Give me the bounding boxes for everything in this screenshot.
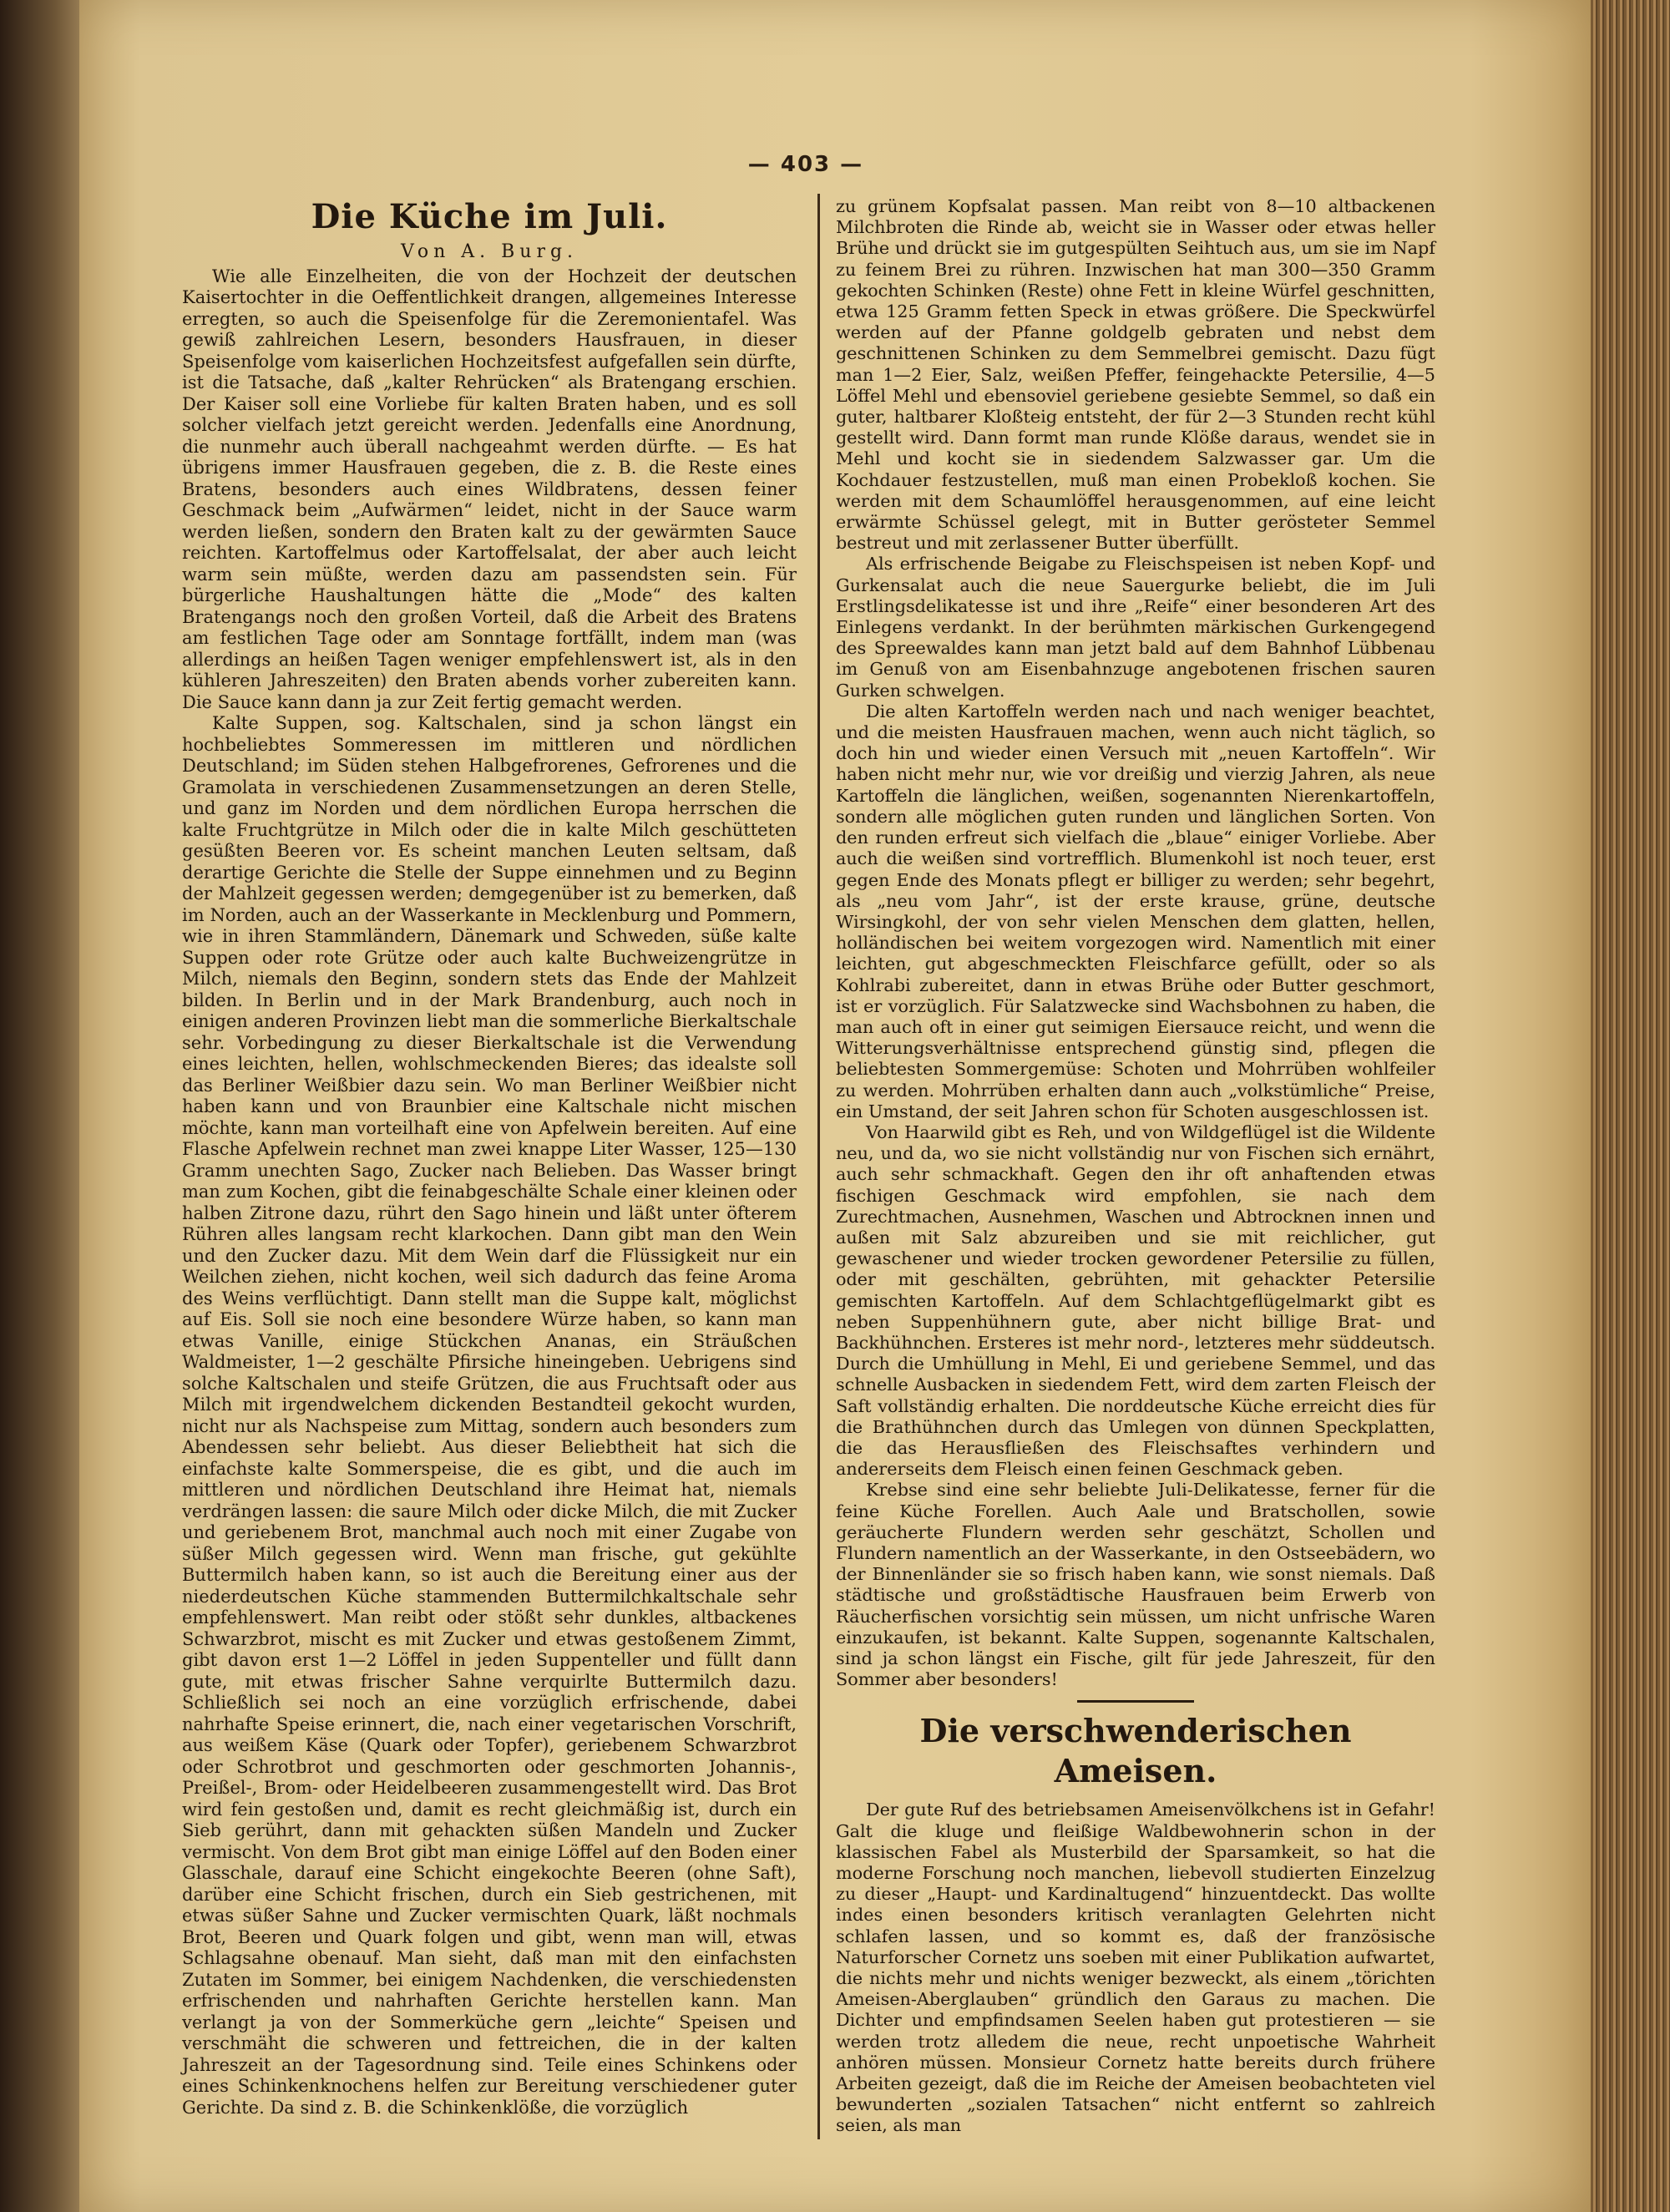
article-paragraph: Krebse sind eine sehr beliebte Juli-Delikatesse, ferner für die feine Küche Forellen. Auch Aale und Bratschollen, sowie geräucherte Flundern werden sehr geschätzt, Schollen und Flundern namentlich an der Wasserkante, in den Ostseebädern, wo der Binnenländer sie so frisch haben kann, wie sonst niemals. Daß städtische und großstädtische Hausfrauen beim Erwerb von Räucherfischen vorsichtig sein müssen, um nicht unfrische Waren einzukaufen, ist bekannt. Kalte Suppen, sogenannte Kaltschalen, sind ja schon längst ein Fische, gilt für jede Jahreszeit, für den Sommer aber besonders! <box>836 1480 1435 1690</box>
article-separator <box>1077 1700 1194 1703</box>
article-paragraph: Die alten Kartoffeln werden nach und nach weniger beachtet, und die meisten Hausfrauen machen, wenn auch nicht täglich, so doch hin und wieder einen Versuch mit „neuen Kartoffeln“. Wir haben nicht mehr nur, wie vor dreißig und vierzig Jahren, als neue Kartoffeln die länglichen, weißen, sogenannten Nierenkartoffeln, sondern alle möglichen guten runden und länglichen Sorten. Von den runden erfreut sich vielfach die „blaue“ einiger Vorliebe. Aber auch die weißen sind vortrefflich. Blumenkohl ist noch teuer, erst gegen Ende des Monats pflegt er billiger zu werden; sehr begehrt, als „neu vom Jahr“, ist der erste krause, grüne, deutsche Wirsingkohl, der von sehr vielen Menschen dem glatten, hellen, holländischen bei weitem vorgezogen wird. Namentlich mit einer leichten, gut abgeschmeckten Fleischfarce gefüllt, oder so als Kohlrabi zubereitet, dann in etwas Brühe oder Butter geschmort, ist er vorzüglich. Für Salatzwecke sind Wachsbohnen zu haben, die man auch oft in einer gut seimigen Eiersauce reicht, und wenn die Witterungsverhältnisse entsprechend günstig sind, pflegen die beliebtesten Sommergemüse: Schoten und Mohrrüben wohlfeiler zu werden. Mohrrüben erhalten dann auch „volkstümliche“ Preise, ein Umstand, der seit Jahren schon für Schoten ausgeschlossen ist. <box>836 701 1435 1121</box>
article-paragraph: Kalte Suppen, sog. Kaltschalen, sind ja schon längst ein hochbeliebtes Sommeressen im mittleren und nördlichen Deutschland; im Süden stehen Halbgefrorenes, Gefrorenes und die Gramolata in verschiedenen Zusammensetzungen an deren Stelle, und ganz im Norden und dem nördlichen Europa herrschen die kalte Fruchtgrütze in Milch oder die in kalte Milch geschütteten gesüßten Beeren vor. Es scheint manchen Leuten seltsam, daß derartige Gerichte die Stelle der Suppe einnehmen und zu Beginn der Mahlzeit gegessen werden; demgegenüber ist zu bemerken, daß im Norden, auch an der Wasserkante in Mecklenburg und Pommern, wie in ihren Stammländern, Dänemark und Schweden, süße kalte Suppen oder rote Grütze oder auch kalte Buchweizengrütze in Milch, niemals den Beginn, sondern stets das Ende der Mahlzeit bilden. In Berlin und in der Mark Brandenburg, auch noch in einigen anderen Provinzen liebt man die sommerliche Bierkaltschale sehr. Vorbedingung zu dieser Bierkaltschale ist die Verwendung eines leichten, hellen, wohlschmeckenden Bieres; das idealste soll das Berliner Weißbier dazu sein. Wo man Berliner Weißbier nicht haben kann und von Braunbier eine Kaltschale nicht mischen möchte, kann man vorteilhaft eine von Apfelwein bereiten. Auf eine Flasche Apfelwein rechnet man zwei knappe Liter Wasser, 125—130 Gramm unechten Sago, Zucker nach Belieben. Das Wasser bringt man zum Kochen, gibt die feinabgeschälte Schale einer kleinen oder halben Zitrone dazu, rührt den Sago hinein und läßt unter öfterem Rühren alles langsam recht klarkochen. Dann gibt man den Wein und den Zucker dazu. Mit dem Wein darf die Flüssigkeit nur ein Weilchen ziehen, nicht kochen, weil sich dadurch das feine Aroma des Weins verflüchtigt. Dann stellt man die Suppe kalt, möglichst auf Eis. Soll sie noch eine besondere Würze haben, so kann man etwas Vanille, einige Stückchen Ananas, ein Sträußchen Waldmeister, 1—2 geschälte Pfirsiche hineingeben. Uebrigens sind solche Kaltschalen und steife Grützen, die aus Fruchtsaft oder aus Milch mit irgendwelchem dickenden Bestandteil gekocht wurden, nicht nur als Nachspeise zum Mittag, sondern auch besonders zum Abendessen sehr beliebt. Aus dieser Beliebtheit hat sich die einfachste kalte Sommerspeise, die es gibt, und die auch im mittleren und nördlichen Deutschland ihre Heimat hat, niemals verdrängen lassen: die saure Milch oder dicke Milch, die mit Zucker und geriebenem Brot, manchmal auch noch mit einer Zugabe von süßer Milch gegessen wird. Wenn man frische, gut gekühlte Buttermilch haben kann, so ist auch die Bereitung einer aus der niederdeutschen Küche stammenden Buttermilchkaltschale sehr empfehlenswert. Man reibt oder stößt sehr dunkles, altbackenes Schwarzbrot, mischt es mit Zucker und etwas gestoßenem Zimmt, gibt davon erst 1—2 Löffel in jeden Suppenteller und füllt dann gute, mit etwas frischer Sahne verquirlte Buttermilch dazu. Schließlich sei noch an eine vorzüglich erfrischende, dabei nahrhafte Speise erinnert, die, nach einer vegetarischen Vorschrift, aus weißem Käse (Quark oder Topfer), geriebenem Schwarzbrot oder Schrotbrot und geschmorten oder geschmorten Johannis-, Preißel-, Brom- oder Heidelbeeren zusammengestellt wird. Das Brot wird fein gestoßen und, damit es recht gleichmäßig ist, durch ein Sieb gerührt, dann mit gehackten süßen Mandeln und Zucker vermischt. Von dem Brot gibt man einige Löffel auf den Boden einer Glasschale, darauf eine Schicht eingekochte Beeren (ohne Saft), darüber eine Schicht frischen, durch ein Sieb gestrichenen, mit etwas süßer Sahne und Zucker vermischten Quark, läßt nochmals Brot, Beeren und Quark folgen und gibt, wenn man will, etwas Schlagsahne obenauf. Man sieht, daß man mit den einfachsten Zutaten im Sommer, bei einigem Nachdenken, die verschiedensten erfrischenden und nahrhaften Gerichte herstellen kann. Man verlangt ja von der Sommerküche gern „leichte“ Speisen und verschmäht die schweren und fettreichen, die in der kalten Jahreszeit an der Tagesordnung sind. Teile eines Schinkens oder eines Schinkenknochens helfen zur Bereitung verschiedener guter Gerichte. Da sind z. B. die Schinkenklöße, die vorzüglich <box>182 713 797 2118</box>
article-paragraph: Der gute Ruf des betriebsamen Ameisenvölkchens ist in Gefahr! Galt die kluge und fleißige Waldbewohnerin schon in der klassischen Fabel als Musterbild der Sparsamkeit, so hat die moderne Forschung noch manchen, liebevoll studierten Einzelzug zu dieser „Haupt- und Kardinaltugend“ hinzuentdeckt. Das wollte indes einen besonders kritisch veranlagten Gelehrten nicht schlafen lassen, und so kommt es, daß der französische Naturforscher Cornetz uns soeben mit einer Publikation aufwartet, die nichts mehr und nichts weniger bezweckt, als einem „törichten Ameisen-Aberglauben“ gründlich den Garaus zu machen. Die Dichter und empfindsamen Seelen haben gut protestieren — sie werden trotz alledem die neue, recht unpoetische Wahrheit anhören müssen. Monsieur Cornetz hatte bereits durch frühere Arbeiten gezeigt, daß die im Reiche der Ameisen beobachteten viel bewunderten „sozialen Tatsachen“ nicht entfernt so zahlreich seien, als man <box>836 1799 1435 2136</box>
article-paragraph: Wie alle Einzelheiten, die von der Hochzeit der deutschen Kaisertochter in die Oeffentlichkeit drangen, allgemeines Interesse erregten, so auch die Speisenfolge für die Zeremonientafel. Was gewiß zahlreichen Lesern, besonders Hausfrauen, in dieser Speisenfolge vom kaiserlichen Hochzeitsfest aufgefallen sein dürfte, ist die Tatsache, daß „kalter Rehrücken“ als Bratengang erschien. Der Kaiser soll eine Vorliebe für kalten Braten haben, und es soll solcher vielfach jetzt gereicht werden. Jedenfalls eine Anordnung, die nunmehr auch überall nachgeahmt werden dürfte. — Es hat übrigens immer Hausfrauen gegeben, die z. B. die Reste eines Bratens, besonders auch eines Wildbratens, dessen feiner Geschmack beim „Aufwärmen“ leidet, nicht in der Sauce warm werden ließen, sondern den Braten kalt zu der gewärmten Sauce reichten. Kartoffelmus oder Kartoffelsalat, der aber auch leicht warm sein müßte, werden dazu am passendsten sein. Für bürgerliche Haushaltungen hätte die „Mode“ des kalten Bratengangs noch den großen Vorteil, daß die Arbeit des Bratens am festlichen Tage oder am Sonntage fortfällt, indem man (was allerdings an heißen Tagen weniger empfehlenswert ist, als in den kühleren Jahreszeiten) den Braten abends vorher zubereiten kann. Die Sauce kann dann ja zur Zeit fertig gemacht werden. <box>182 266 797 712</box>
article-paragraph: Von Haarwild gibt es Reh, und von Wildgeflügel ist die Wildente neu, und da, wo sie nicht vollständig nur von Fischen sich ernährt, auch sehr schmackhaft. Gegen den ihr oft anhaftenden etwas fischigen Geschmack wird empfohlen, sie nach dem Zurechtmachen, Ausnehmen, Waschen und Abtrocknen innen und außen mit Salz abzureiben und sie mit reichlicher, gut gewaschener und wieder trocken gewordener Petersilie zu füllen, oder mit geschälten, gebrühten, mit gehackter Petersilie gemischten Kartoffeln. Auf dem Schlachtgeflügelmarkt gibt es neben Suppenhühnern gute, aber nicht billige Brat- und Backhühnchen. Ersteres ist mehr nord-, letzteres mehr süddeutsch. Durch die Umhüllung in Mehl, Ei und geriebene Semmel, und das schnelle Ausbacken in siedendem Fett, wird dem zarten Fleisch der Saft vollständig erhalten. Die norddeutsche Küche erreicht dies für die Brathühnchen durch das Umlegen von dünnen Speckplatten, die das Herausfließen des Fleischsaftes verhindern und andererseits dem Fleisch einen feinen Geschmack geben. <box>836 1121 1435 1480</box>
article-paragraph: Als erfrischende Beigabe zu Fleischspeisen ist neben Kopf- und Gurkensalat auch die neue Sauergurke beliebt, die im Juli Erstlingsdelikatesse ist und ihre „Reife“ einer besonderen Art des Einlegens verdankt. In der berühmten märkischen Gurkengegend des Spreewaldes kann man jetzt bald auf dem Bahnhof Lübbenau im Genuß von am Eisenbahnzuge angebotenen frischen sauren Gurken schwelgen. <box>836 554 1435 701</box>
article-byline: Von A. Burg. <box>400 241 579 262</box>
left-column <box>182 196 797 2118</box>
article-title: Die Küche im Juli. <box>311 197 668 236</box>
page-edges <box>1591 0 1670 2212</box>
right-column <box>836 196 1435 2137</box>
article-paragraph: zu grünem Kopfsalat passen. Man reibt von 8—10 altbackenen Milchbroten die Rinde ab, weicht sie in Wasser oder etwas heller Brühe und drückt sie im gutgespülten Seihtuch aus, um sie im Napf zu feinem Brei zu rühren. Inzwischen hat man 300—350 Gramm gekochten Schinken (Reste) ohne Fett in kleine Würfel geschnitten, etwa 125 Gramm fetten Speck in etwas größere. Die Speckwürfel werden auf der Pfanne goldgelb gebraten und nebst dem geschnittenen Schinken zu dem Semmelbrei gemischt. Dazu fügt man 1—2 Eier, Salz, weißen Pfeffer, feingehackte Petersilie, 4—5 Löffel Mehl und ebensoviel geriebene gesiebte Semmel, so daß ein guter, haltbarer Kloßteig entsteht, der für 2—3 Stunden recht kühl gestellt wird. Dann formt man runde Klöße daraus, wendet sie in Mehl und kocht sie in siedendem Salzwasser gar. Um die Kochdauer festzustellen, muß man einen Probekloß kochen. Sie werden mit dem Schaumlöffel herausgenommen, auf eine leicht erwärmte Schüssel gelegt, mit in Butter gerösteter Semmel bestreut und mit zerlassener Butter überfüllt. <box>836 196 1435 554</box>
column-divider <box>817 194 820 2139</box>
article-title: Die verschwenderischen Ameisen. <box>919 1712 1352 1790</box>
page-number: — 403 — <box>747 152 864 177</box>
